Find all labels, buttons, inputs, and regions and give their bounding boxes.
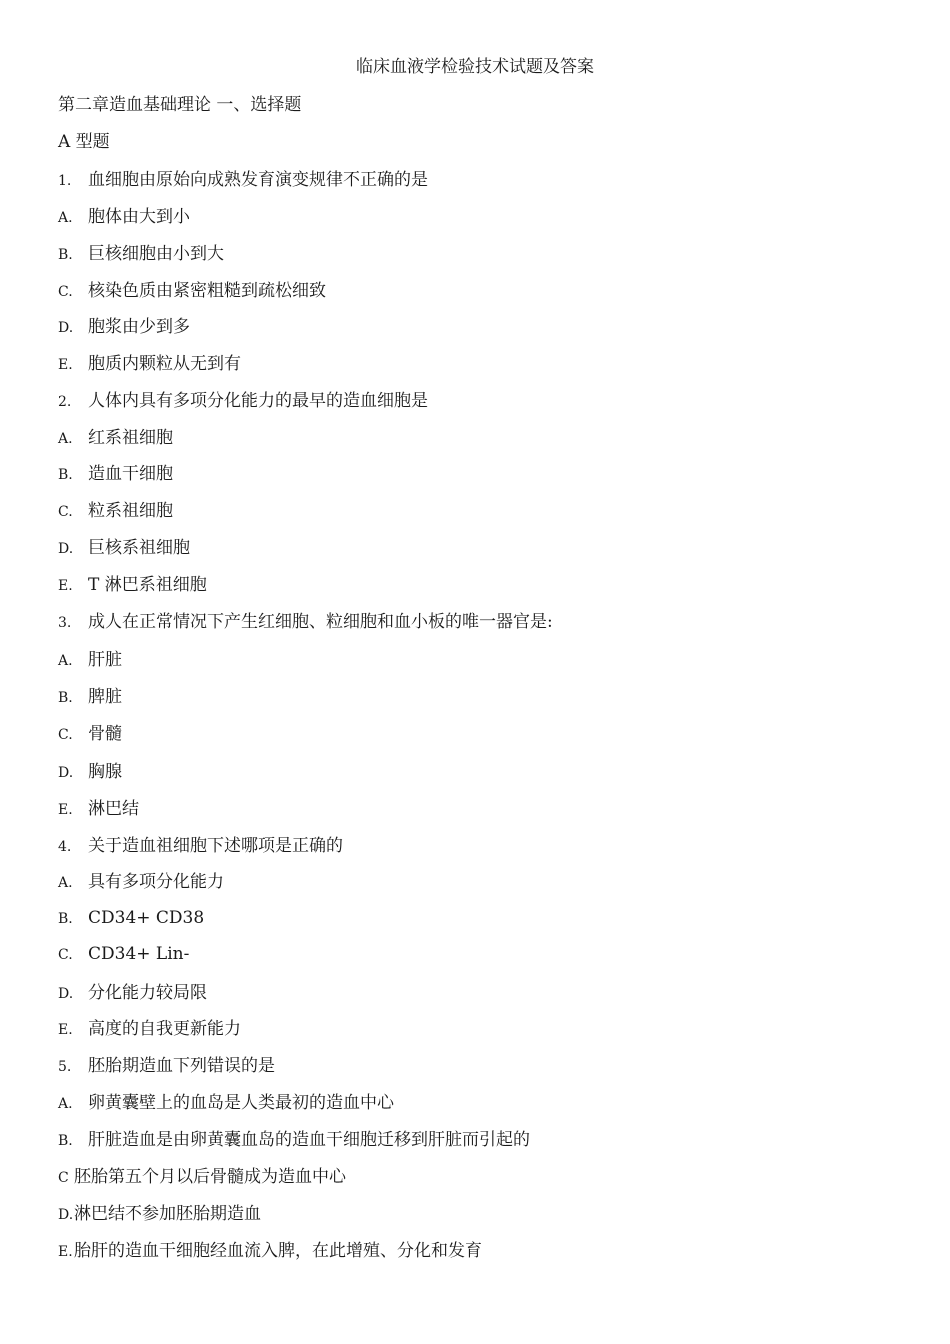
option-text: CD34+ CD38 <box>88 908 205 928</box>
option-key: C. <box>58 727 73 743</box>
question-3-option-d <box>58 760 122 785</box>
question-5-option-a <box>58 1091 394 1116</box>
option-text: 造血干细胞 <box>88 464 173 484</box>
option-key: E. <box>58 357 73 373</box>
question-5-option-c <box>58 1165 346 1190</box>
option-text: 粒系祖细胞 <box>88 501 173 521</box>
question-2-option-d <box>58 536 190 561</box>
question-3-option-b <box>58 685 122 710</box>
option-text: 胎肝的造血干细胞经血流入脾，在此增殖、分化和发育 <box>74 1241 482 1261</box>
option-text: 胞浆由少到多 <box>88 317 190 337</box>
option-key: C <box>58 1170 69 1186</box>
option-key: E. <box>58 1244 73 1260</box>
option-text: 胞体由大到小 <box>88 207 190 227</box>
question-number: 2. <box>58 394 72 410</box>
section-heading: A 型题 <box>58 132 110 152</box>
question-5-option-b <box>58 1128 530 1153</box>
question-text: 关于造血祖细胞下述哪项是正确的 <box>88 836 343 856</box>
question-4-stem <box>58 834 343 859</box>
option-text: 肝脏造血是由卵黄囊血岛的造血干细胞迁移到肝脏而引起的 <box>88 1130 530 1150</box>
chapter-heading: 第二章造血基础理论 一、选择题 <box>58 95 302 115</box>
question-text: 胚胎期造血下列错误的是 <box>88 1056 275 1076</box>
option-key: D. <box>58 1207 74 1223</box>
question-3-option-c <box>58 722 122 747</box>
question-5-stem <box>58 1054 275 1079</box>
option-text: 红系祖细胞 <box>88 428 173 448</box>
option-key: C. <box>58 947 73 963</box>
question-1-option-b <box>58 242 224 267</box>
question-3-stem <box>58 610 553 635</box>
document-title: 临床血液学检验技术试题及答案 <box>356 57 594 77</box>
question-1-option-d <box>58 315 190 340</box>
option-text: 巨核细胞由小到大 <box>88 244 224 264</box>
question-3-option-e <box>58 797 139 822</box>
question-4-option-a <box>58 870 224 895</box>
question-text: 人体内具有多项分化能力的最早的造血细胞是 <box>88 391 428 411</box>
question-number: 4. <box>58 839 72 855</box>
option-text: 胞质内颗粒从无到有 <box>88 354 241 374</box>
option-text: 淋巴结不参加胚胎期造血 <box>74 1204 261 1224</box>
question-2-stem <box>58 389 428 414</box>
question-5-option-e <box>58 1239 482 1264</box>
question-2-option-b <box>58 462 173 487</box>
option-key: E. <box>58 1022 73 1038</box>
option-text: 淋巴结 <box>88 799 139 819</box>
option-key: B. <box>58 911 73 927</box>
option-text: 分化能力较局限 <box>88 983 207 1003</box>
option-text: 核染色质由紧密粗糙到疏松细致 <box>88 281 326 301</box>
option-text: 骨髓 <box>88 724 122 744</box>
option-text: 高度的自我更新能力 <box>88 1019 241 1039</box>
option-text: 胚胎第五个月以后骨髓成为造血中心 <box>74 1167 346 1187</box>
option-text: 胸腺 <box>88 762 122 782</box>
question-number: 3. <box>58 615 72 631</box>
option-key: A. <box>58 1096 73 1112</box>
option-text: 脾脏 <box>88 687 122 707</box>
question-4-option-c <box>58 942 189 967</box>
option-key: A. <box>58 875 73 891</box>
option-text: T 淋巴系祖细胞 <box>88 575 207 595</box>
option-text: 卵黄囊壁上的血岛是人类最初的造血中心 <box>88 1093 394 1113</box>
option-key: E. <box>58 578 73 594</box>
option-key: A. <box>58 653 73 669</box>
option-text: CD34+ Lin- <box>88 944 190 964</box>
option-key: D. <box>58 320 74 336</box>
question-1-option-c <box>58 279 326 304</box>
option-key: E. <box>58 802 73 818</box>
option-key: D. <box>58 541 74 557</box>
question-1-option-a <box>58 205 190 230</box>
option-key: C. <box>58 504 73 520</box>
option-text: 巨核系祖细胞 <box>88 538 190 558</box>
option-key: A. <box>58 431 73 447</box>
question-text: 成人在正常情况下产生红细胞、粒细胞和血小板的唯一器官是: <box>88 612 553 632</box>
question-4-option-b <box>58 906 204 931</box>
question-1-stem <box>58 168 428 193</box>
question-4-option-e <box>58 1017 241 1042</box>
question-number: 5. <box>58 1059 72 1075</box>
question-number: 1. <box>58 173 72 189</box>
option-text: 肝脏 <box>88 650 122 670</box>
option-key: B. <box>58 467 73 483</box>
option-key: A. <box>58 210 73 226</box>
option-key: B. <box>58 1133 73 1149</box>
option-key: B. <box>58 690 73 706</box>
question-1-option-e <box>58 352 241 377</box>
option-text: 具有多项分化能力 <box>88 872 224 892</box>
option-key: D. <box>58 986 74 1002</box>
question-5-option-d <box>58 1202 261 1227</box>
option-key: B. <box>58 247 73 263</box>
question-2-option-e <box>58 573 207 598</box>
question-4-option-d <box>58 981 207 1006</box>
question-text: 血细胞由原始向成熟发育演变规律不正确的是 <box>88 170 428 190</box>
question-3-option-a <box>58 648 122 673</box>
question-2-option-c <box>58 499 173 524</box>
question-2-option-a <box>58 426 173 451</box>
option-key: C. <box>58 284 73 300</box>
option-key: D. <box>58 765 74 781</box>
